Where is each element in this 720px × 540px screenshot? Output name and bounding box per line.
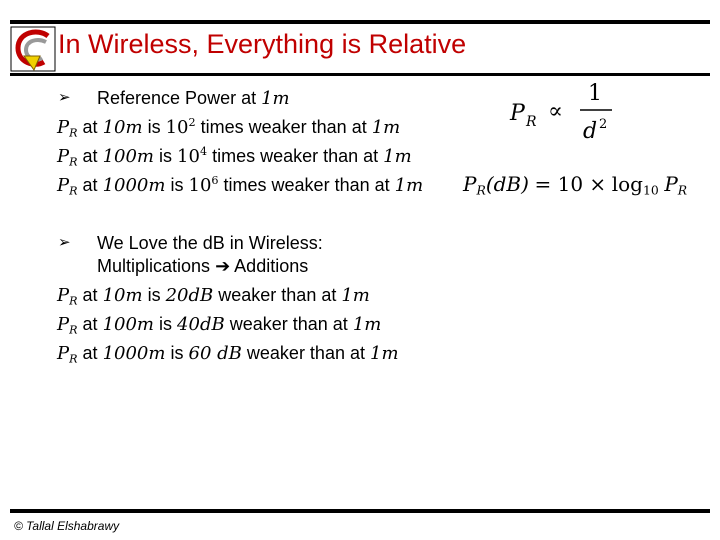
distance-value: 100m (102, 146, 155, 167)
distance-value: 10m (102, 117, 143, 138)
multiplications-text: Multiplications (97, 256, 211, 276)
is-word: is (170, 175, 184, 195)
reference-distance: 1m (371, 117, 401, 138)
pr-symbol: P (57, 117, 70, 138)
pr-subscript: R (69, 126, 78, 140)
is-word: is (170, 343, 184, 363)
right-arrow-icon: ➔ (215, 256, 231, 276)
distance-value: 1000m (102, 343, 166, 364)
comparison-text: weaker than at (218, 285, 337, 305)
arrow-bullet-icon: ➢ (58, 234, 71, 251)
db-lhs-subscript: R (476, 182, 486, 198)
is-word: is (159, 314, 173, 334)
list-item (57, 117, 400, 138)
arrow-bullet-icon: ➢ (58, 89, 71, 106)
pr-symbol: P (57, 146, 70, 167)
db-lhs: P (463, 172, 477, 196)
reference-power-text: Reference Power at (97, 88, 257, 108)
pr-subscript: R (69, 184, 78, 198)
at-word: at (82, 146, 98, 166)
additions-text: Additions (234, 256, 309, 276)
at-word: at (82, 175, 98, 195)
db-love-text: We Love the dB in Wireless: (97, 233, 323, 253)
power-base: 10 (177, 146, 200, 167)
db-value: 20dB (165, 285, 214, 306)
prop-numerator: 1 (588, 81, 602, 106)
list-item (57, 175, 423, 196)
db-rhs: P (664, 172, 678, 196)
pr-symbol: P (57, 285, 70, 306)
power-exponent: 4 (199, 145, 208, 159)
is-word: is (147, 285, 161, 305)
pr-subscript: R (69, 155, 78, 169)
db-unit: (dB) (485, 172, 529, 196)
power-exponent: 6 (211, 174, 219, 188)
title-underline (10, 73, 710, 76)
multiplication-addition-line (97, 256, 308, 277)
pr-subscript: R (69, 323, 78, 337)
list-item (57, 314, 381, 335)
list-item (57, 146, 412, 167)
distance-value: 10m (102, 285, 143, 306)
comparison-text: times weaker than at (212, 146, 379, 166)
pr-symbol: P (57, 314, 70, 335)
prop-denominator: d (583, 119, 598, 144)
db-rhs-subscript: R (677, 182, 688, 198)
reference-distance: 1m (370, 343, 399, 364)
distance-value: 1000m (102, 175, 166, 196)
copyright-footer: © Tallal Elshabrawy (14, 519, 120, 533)
power-base: 10 (188, 175, 212, 196)
university-logo-icon (10, 26, 56, 72)
db-equals: = 10 × (534, 172, 607, 196)
slide-title: In Wireless, Everything is Relative (58, 29, 467, 59)
db-value: 40dB (177, 314, 225, 335)
db-love-line (97, 233, 323, 254)
log-base: 10 (642, 182, 659, 198)
reference-distance: 1m (261, 88, 290, 109)
power-exponent: 2 (188, 116, 196, 130)
pr-symbol: P (57, 343, 70, 364)
pr-symbol: P (57, 175, 70, 196)
db-formula (463, 172, 687, 197)
reference-distance: 1m (383, 146, 412, 167)
log-function: log (611, 172, 643, 196)
at-word: at (82, 343, 98, 363)
bottom-rule (10, 509, 710, 513)
top-rule (10, 20, 710, 24)
proportional-symbol: ∝ (548, 99, 563, 124)
at-word: at (82, 314, 98, 334)
pr-subscript: R (69, 294, 78, 308)
list-item (57, 285, 370, 306)
prop-lhs-subscript: R (526, 114, 537, 130)
reference-distance: 1m (341, 285, 370, 306)
proportionality-formula (508, 78, 618, 148)
prop-lhs: P (510, 101, 525, 126)
pr-subscript: R (69, 352, 78, 366)
prop-denominator-exponent: 2 (599, 117, 608, 132)
db-value: 60 dB (188, 343, 242, 364)
distance-value: 100m (102, 314, 155, 335)
at-word: at (82, 117, 98, 137)
at-word: at (82, 285, 98, 305)
comparison-text: weaker than at (229, 314, 348, 334)
reference-distance: 1m (394, 175, 424, 196)
comparison-text: times weaker than at (223, 175, 390, 195)
is-word: is (159, 146, 173, 166)
power-base: 10 (165, 117, 189, 138)
reference-power-line (97, 88, 290, 109)
comparison-text: times weaker than at (200, 117, 367, 137)
is-word: is (147, 117, 161, 137)
comparison-text: weaker than at (246, 343, 365, 363)
reference-distance: 1m (352, 314, 382, 335)
list-item (57, 343, 399, 364)
